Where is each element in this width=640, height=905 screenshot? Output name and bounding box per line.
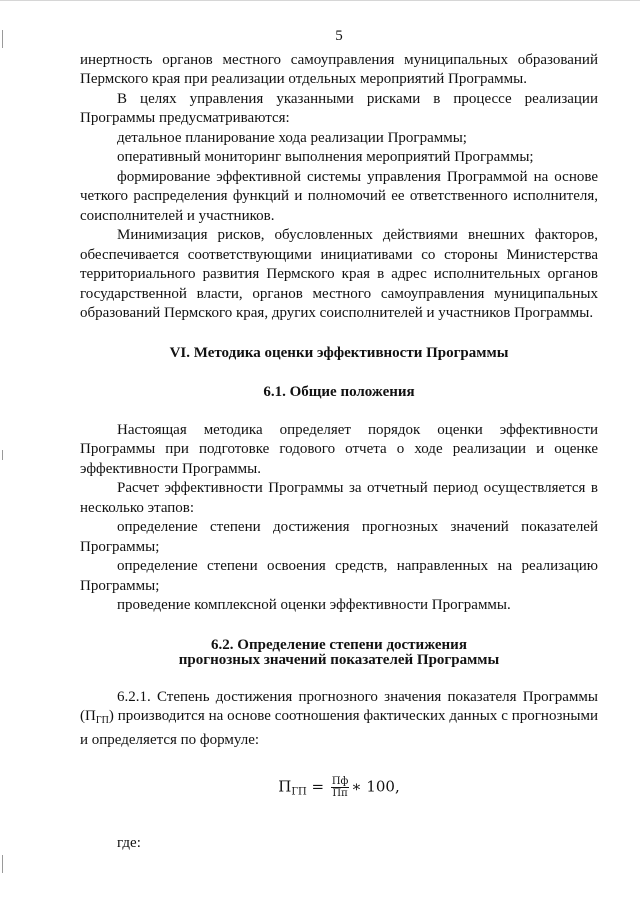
list-item: определение степени освоения средств, направленных на реализацию Программы; — [80, 558, 598, 594]
list-item: детальное планирование хода реализации Программы; — [117, 129, 467, 146]
formula-rhs: ∗ 100, — [351, 777, 400, 796]
subsection-title-line: прогнозных значений показателей Программы — [178, 651, 500, 668]
subsection-title: 6.1. Общие положения — [263, 384, 415, 400]
scan-line — [0, 0, 640, 1]
paragraph: В целях управления указанными рисками в процессе реализации Программы предусматриваются: — [80, 90, 598, 126]
subsection-title-line: 6.2. Определение степени достижения — [211, 636, 467, 653]
paragraph: Минимизация рисков, обусловленных действиями внешних факторов, обеспечивается соответствующими инициативами со стороны Министерства территориального развития Пермского края в адрес исполнительных органов государственной власти, органов местного самоуправления муниципальных образований Пермского края, других соисполнителей и участников Программы. — [80, 227, 598, 321]
paragraph: Расчет эффективности Программы за отчетный период осуществляется в несколько этапов: — [80, 480, 598, 516]
margin-mark — [2, 30, 3, 48]
subscript: ГП — [95, 715, 109, 726]
formula-equals: = — [311, 777, 325, 796]
list-item: определение степени достижения прогнозных значений показателей Программы; — [80, 519, 598, 555]
where-label: где: — [117, 835, 141, 851]
paragraph-text: ) производится на основе соотношения фактических данных с прогнозными и определяется по формуле: — [80, 708, 598, 748]
margin-mark — [2, 855, 3, 873]
fraction-numerator: Пф — [331, 776, 349, 787]
subsection-title — [80, 638, 598, 668]
fraction-denominator: Пп — [332, 788, 348, 799]
paragraph: Настоящая методика определяет порядок оценки эффективности Программы при подготовке годового отчета о ходе реализации и оценке эффективности Программы. — [80, 421, 598, 477]
list-item: оперативный мониторинг выполнения мероприятий Программы; — [117, 149, 534, 165]
formula — [80, 776, 598, 802]
paragraph — [80, 688, 598, 751]
list-item: формирование эффективной системы управления Программой на основе четкого распределения функций и полномочий ее ответственного исполнителя, соисполнителей и участников. — [80, 168, 598, 224]
paragraph: инертность органов местного самоуправления муниципальных образований Пермского края при реализации отдельных мероприятий Программы. — [80, 51, 598, 87]
formula-lhs-subscript: ГП — [291, 786, 307, 798]
paragraph-text: 6.2.1. Степень достижения прогнозного значения показателя Программы (П — [80, 688, 598, 724]
list-item: проведение комплексной оценки эффективности Программы. — [117, 597, 511, 613]
page-number: 5 — [335, 28, 343, 44]
section-title: VI. Методика оценки эффективности Программы — [169, 344, 509, 361]
document-page — [80, 27, 598, 854]
margin-mark — [2, 450, 3, 460]
formula-lhs: П — [278, 777, 292, 796]
formula-fraction — [331, 776, 350, 799]
